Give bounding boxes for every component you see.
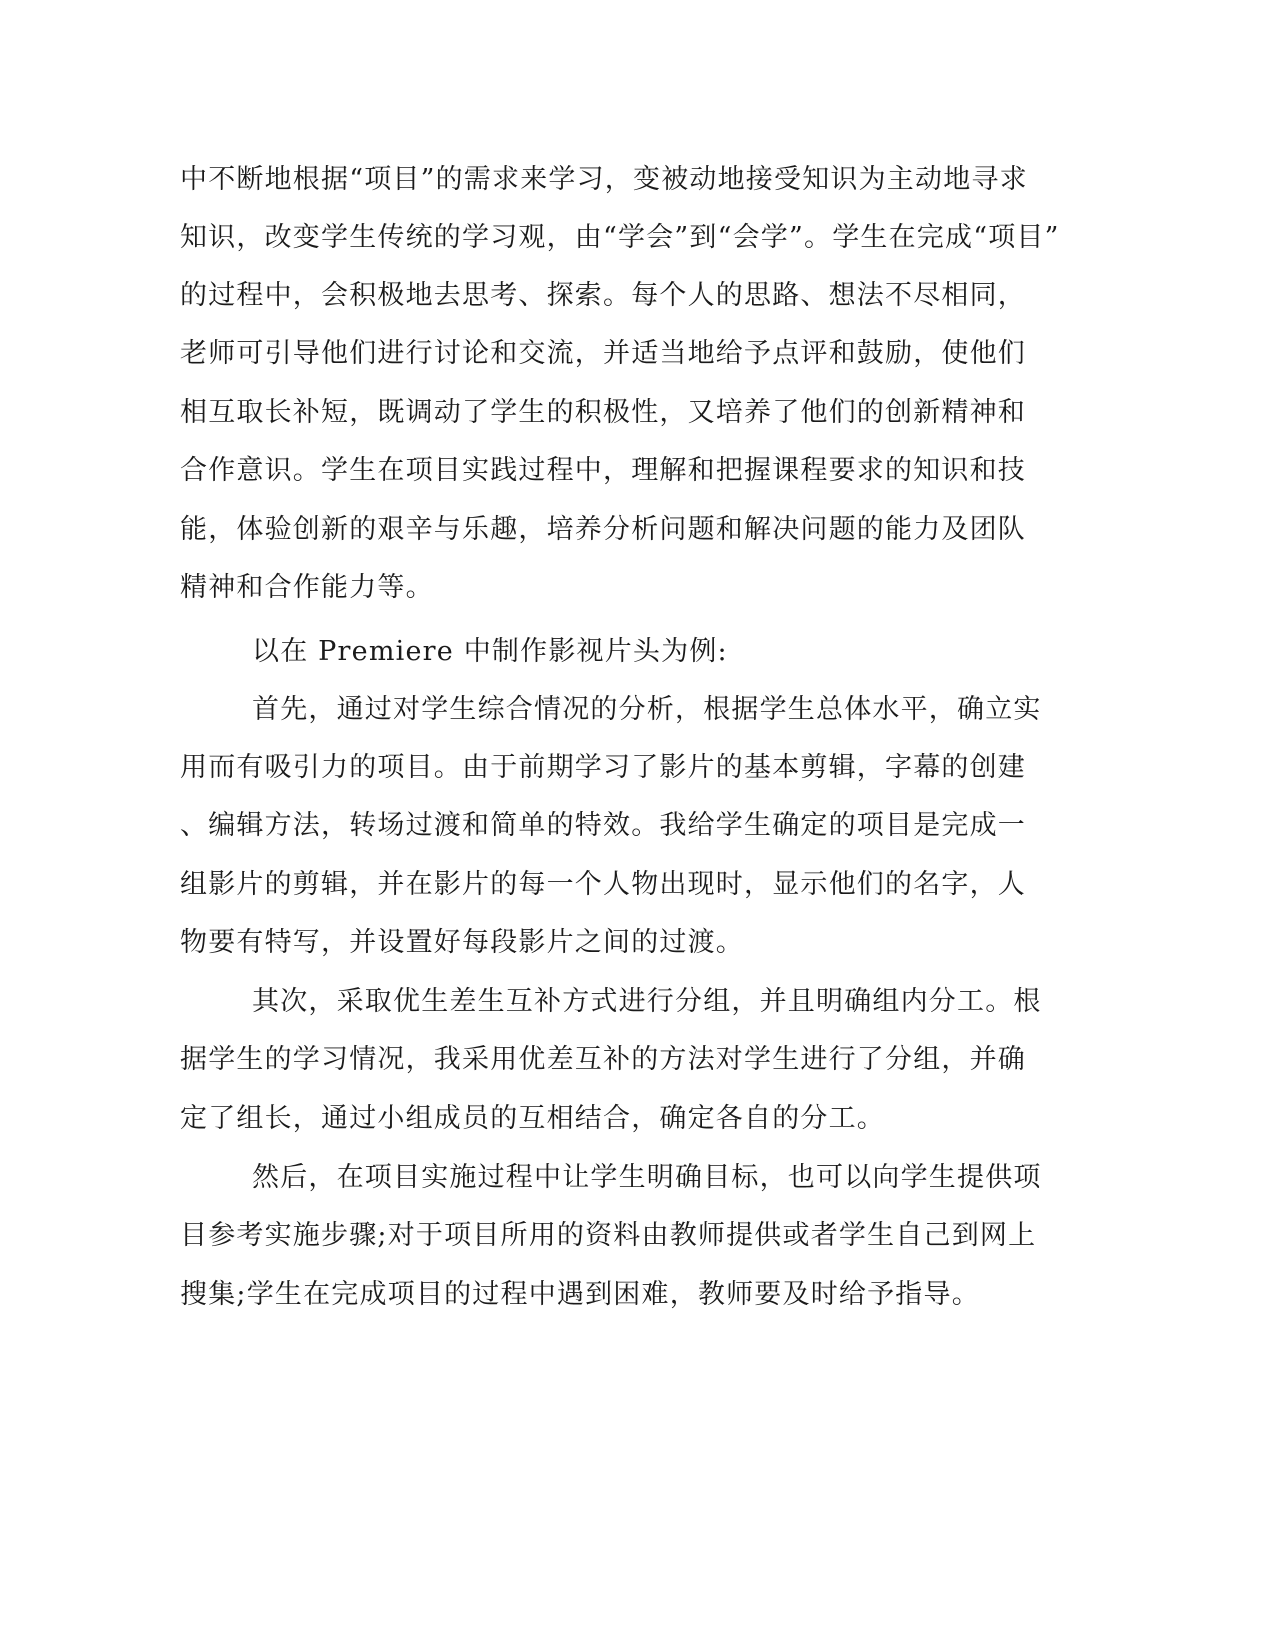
text-line: 知识，改变学生传统的学习观，由“学会”到“会学”。学生在完成“项目”	[180, 222, 1060, 253]
text-line: 精神和合作能力等。	[180, 572, 434, 603]
text-line: 以在 Premiere 中制作影视片头为例:	[252, 636, 728, 667]
text-line: 物要有特写，并设置好每段影片之间的过渡。	[180, 927, 744, 958]
text-line: 、编辑方法，转场过渡和简单的特效。我给学生确定的项目是完成一	[180, 810, 1026, 841]
text-line: 老师可引导他们进行讨论和交流，并适当地给予点评和鼓励，使他们	[180, 338, 1026, 369]
text-line: 据学生的学习情况，我采用优差互补的方法对学生进行了分组，并确	[180, 1044, 1026, 1075]
text-line: 然后，在项目实施过程中让学生明确目标，也可以向学生提供项	[252, 1162, 1042, 1193]
text-line: 相互取长补短，既调动了学生的积极性，又培养了他们的创新精神和	[180, 397, 1026, 428]
text-line: 的过程中，会积极地去思考、探索。每个人的思路、想法不尽相同，	[180, 280, 1026, 311]
text-line: 其次，采取优生差生互补方式进行分组，并且明确组内分工。根	[252, 986, 1042, 1017]
text-line: 能，体验创新的艰辛与乐趣，培养分析问题和解决问题的能力及团队	[180, 514, 1026, 545]
text-line: 用而有吸引力的项目。由于前期学习了影片的基本剪辑，字幕的创建	[180, 752, 1026, 783]
text-line: 首先，通过对学生综合情况的分析，根据学生总体水平，确立实	[252, 694, 1042, 725]
text-line: 中不断地根据“项目”的需求来学习，变被动地接受知识为主动地寻求	[180, 164, 1028, 195]
text-line: 目参考实施步骤;对于项目所用的资料由教师提供或者学生自己到网上	[180, 1220, 1037, 1251]
text-line: 定了组长，通过小组成员的互相结合，确定各自的分工。	[180, 1103, 885, 1134]
text-line: 合作意识。学生在项目实践过程中，理解和把握课程要求的知识和技	[180, 455, 1026, 486]
text-line: 搜集;学生在完成项目的过程中遇到困难，教师要及时给予指导。	[180, 1279, 980, 1310]
text-line: 组影片的剪辑，并在影片的每一个人物出现时，显示他们的名字，人	[180, 869, 1026, 900]
